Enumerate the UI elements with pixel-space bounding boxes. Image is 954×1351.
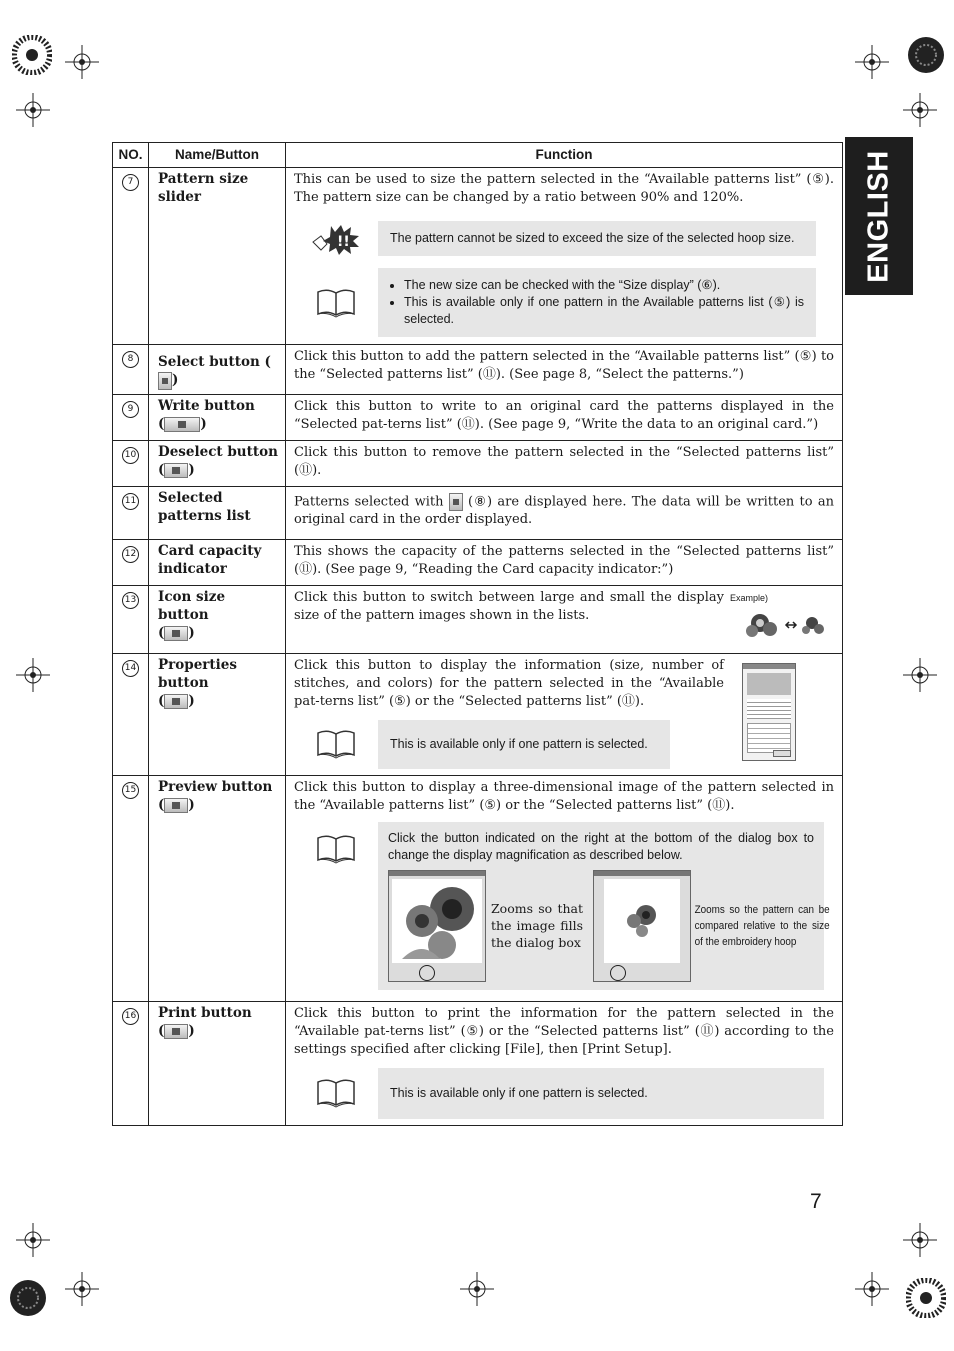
preview-fit-screenshot xyxy=(388,870,486,982)
crosshair-mark xyxy=(855,1272,889,1306)
table-row: 8 Select button ( ) Click this button to add the pattern selected in the “Available patterns list” (⑤) to the “Selected patterns list” (⑪). (See page 8, “Select the patterns.”) xyxy=(113,345,843,395)
memo-text: This is available only if one pattern is selected. xyxy=(378,1068,824,1119)
crosshair-mark xyxy=(16,93,50,127)
caution-text: The pattern cannot be sized to exceed the size of the selected hoop size. xyxy=(378,221,816,256)
zoom-hoop-caption: Zooms so the pattern can be compared relative to the size of the embroidery hoop xyxy=(694,903,830,948)
registration-mark-bottom-right xyxy=(906,1278,946,1318)
row-function-text: Click this button to switch between large and small the display size of the pattern images shown in the lists. xyxy=(294,589,724,623)
row-number: 9 xyxy=(122,401,139,418)
table-row: 13 Icon size button ( ) Click this button to switch between large and small the display size of the pattern images shown in the lists. Example) xyxy=(113,585,843,653)
page-number: 7 xyxy=(810,1190,822,1213)
row-function-text: Click this button to write to an original card the patterns displayed in the “Selected pat-terns list” (⑪). (See page 9, “Write the data to an original card.”) xyxy=(286,394,843,440)
table-row xyxy=(113,539,843,585)
properties-dialog-thumbnail xyxy=(742,663,796,761)
crosshair-mark xyxy=(903,658,937,692)
memo-text: This is available only if one pattern is selected. xyxy=(378,720,670,769)
crosshair-mark xyxy=(16,658,50,692)
row-function-text: This can be used to size the pattern selected in the “Available patterns list” (⑤). The pattern size can be changed by a ratio between 90% and 120%. xyxy=(294,172,834,205)
row-name: Write button xyxy=(158,397,255,414)
select-arrow-icon xyxy=(158,372,172,390)
crosshair-mark xyxy=(16,1223,50,1257)
row-function-text: Click this button to remove the pattern selected in the “Selected patterns list” (⑪). xyxy=(286,440,843,486)
row-number: 14 xyxy=(122,660,139,677)
row-name: Deselect button xyxy=(158,443,278,460)
crosshair-mark xyxy=(903,1223,937,1257)
row-name: Card capacity indicator xyxy=(149,539,286,585)
preview-hoop-screenshot xyxy=(593,870,691,982)
row-number: 10 xyxy=(122,447,139,464)
memo-note xyxy=(294,268,834,337)
row-number: 8 xyxy=(122,351,139,368)
header-function: Function xyxy=(286,143,843,168)
properties-icon xyxy=(164,694,188,709)
memo-text: Click the button indicated on the right at the bottom of the dialog box to change the display magnification as described below. xyxy=(388,830,814,862)
header-name: Name/Button xyxy=(149,143,286,168)
language-tab xyxy=(845,137,913,295)
memo-book-icon xyxy=(294,822,378,864)
row-name: Preview button xyxy=(158,778,273,795)
memo-note xyxy=(294,822,834,990)
zoom-fit-caption: Zooms so that the image fills the dialog box xyxy=(491,901,583,950)
row-number: 13 xyxy=(122,592,139,609)
table-row: 10 Deselect button ( ) Click this button to remove the pattern selected in the “Selected patterns list” (⑪). xyxy=(113,440,843,486)
example-label: Example) xyxy=(730,592,769,603)
row-number: 7 xyxy=(122,174,139,191)
memo-book-icon xyxy=(294,1078,378,1108)
row-name: Select button ( xyxy=(158,354,271,370)
crosshair-mark xyxy=(903,93,937,127)
row-number: 12 xyxy=(122,546,139,563)
header-no: NO. xyxy=(113,143,149,168)
row-function-text: Click this button to add the pattern selected in the “Available patterns list” (⑤) to the “Selected patterns list” (⑪). (See page 8, “Select the patterns.”) xyxy=(286,345,843,395)
row-function-text: Click this button to display a three-dimensional image of the pattern selected in the “Available patterns list” (⑤) or the “Selected patterns list” (⑪). xyxy=(294,779,834,813)
table-row: 9 Write button ( ) Click this button to write to an original card the patterns displayed in the “Selected pat-terns list” (⑪). (See page 9, “Write the data to an original card.”) xyxy=(113,394,843,440)
crosshair-mark xyxy=(65,1272,99,1306)
language-tab-label: ENGLISH xyxy=(862,149,895,283)
deselect-icon xyxy=(164,463,188,478)
select-arrow-icon xyxy=(449,493,463,511)
row-number: 16 xyxy=(122,1008,139,1025)
row-number: 11 xyxy=(122,493,139,510)
caution-icon xyxy=(294,222,378,256)
row-name: Icon size button xyxy=(158,588,226,623)
memo-book-icon xyxy=(294,729,378,759)
example-illustration xyxy=(724,589,834,647)
registration-mark-top-right xyxy=(906,35,946,75)
row-name: Properties button xyxy=(158,656,237,691)
memo-note xyxy=(294,720,724,769)
list-item: • This is available only if one pattern in the Available patterns list (⑤) is selected. xyxy=(404,294,804,328)
memo-note xyxy=(294,1068,834,1119)
print-icon xyxy=(164,1024,188,1039)
row-name: Pattern size slider xyxy=(149,168,286,345)
write-card-icon xyxy=(164,417,200,432)
svg-text:!!: !! xyxy=(337,233,350,250)
row-function-text: Click this button to print the information for the pattern selected in the “Available pat-terns list” (⑤) or the “Selected patterns list” (⑪) according to the settings specified after clicking [File], then [Print Setup]. xyxy=(294,1005,834,1057)
table-row: 15 Preview button ( ) Click this button to display a three-dimensional image of the pattern selected in the “Available patterns list” (⑤) or the “Selected patterns list” (⑪). Click the button indicated on the right at the bottom of the dialog box to change the display magnification as described below. Zooms so that the image fills the dialog box Zooms so the pattern can be compared relative to the size of the embroidery hoop xyxy=(113,775,843,1001)
row-function-text: Click this button to display the information (size, number of stitches, and colors) for the pattern selected in the “Available pat-terns list” (⑤) or the “Selected patterns list” (⑪). xyxy=(294,657,724,709)
caution-note xyxy=(294,221,834,256)
row-number: 15 xyxy=(122,782,139,799)
preview-icon xyxy=(164,798,188,813)
row-name: Print button xyxy=(158,1004,252,1021)
row-function-text: Patterns selected with xyxy=(294,494,444,509)
list-item: • The new size can be checked with the “Size display” (⑥). xyxy=(404,277,804,294)
flower-size-example-icon xyxy=(724,607,834,641)
table-row: 16 Print button ( ) Click this button to print the information for the pattern selected in the “Available pat-terns list” (⑤) or the “Selected patterns list” (⑪) according to the settings specified after clicking [File], then [Print Setup]. This is available only if one pattern is selected. xyxy=(113,1001,843,1125)
memo-book-icon xyxy=(294,288,378,318)
row-name: Selected patterns list xyxy=(149,486,286,539)
registration-mark-top-left xyxy=(12,35,52,75)
icon-size-icon xyxy=(164,626,188,641)
table-row xyxy=(113,168,843,345)
crosshair-mark xyxy=(460,1272,494,1306)
registration-mark-bottom-left xyxy=(8,1278,48,1318)
crosshair-mark xyxy=(855,45,889,79)
crosshair-mark xyxy=(65,45,99,79)
table-row: 11 Selected patterns list Patterns selected with (⑧) are displayed here. The data will be written to an original card in the order displayed. xyxy=(113,486,843,539)
row-function-text: This shows the capacity of the patterns selected in the “Selected patterns list” (⑪). (See page 9, “Reading the Card capacity indicator:”) xyxy=(286,539,843,585)
table-header-row xyxy=(113,143,843,168)
function-table xyxy=(112,142,843,1126)
memo-list xyxy=(390,277,804,328)
table-row: 14 Properties button ( ) Click this button to display the information (size, number of stitches, and colors) for the pattern selected in the “Available pat-terns list” (⑤) or the “Selected patterns list” (⑪). This is available only if one pattern is selected. xyxy=(113,653,843,775)
